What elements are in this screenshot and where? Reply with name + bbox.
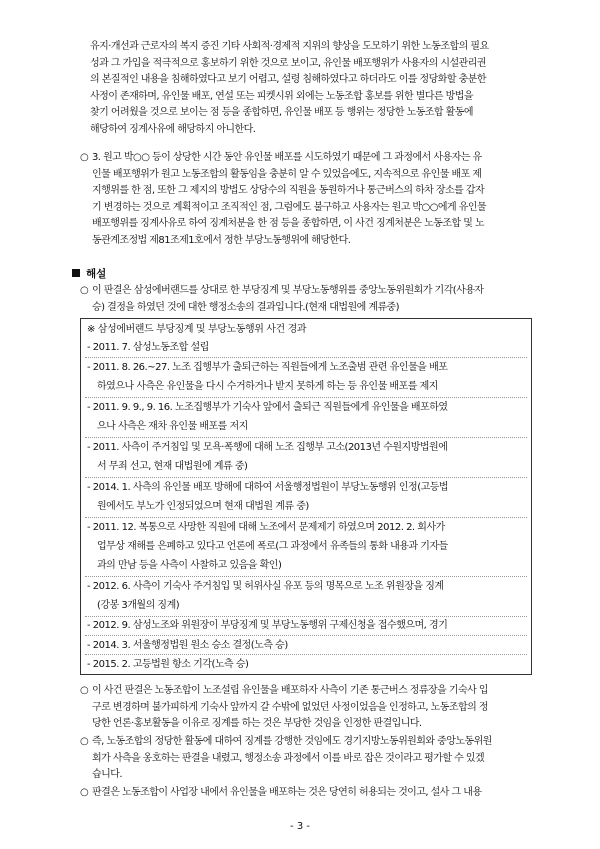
text-line: 즉, 노동조합의 정당한 활동에 대하여 징계를 강행한 것임에도 경기지방노동위원회와 중앙노동위원 bbox=[92, 736, 492, 747]
timeline-event bbox=[87, 438, 523, 476]
text-line: 습니다. bbox=[92, 769, 122, 780]
event-text: - 2011. 사측이 주거침입 및 모욕·폭행에 대해 노조 집행부 고소(2013년 수원지방법원에 bbox=[87, 442, 448, 453]
event-text: 과의 만남 등을 사측이 사찰하고 있음을 확인) bbox=[97, 560, 282, 571]
timeline-event bbox=[87, 338, 523, 357]
event-text: - 2015. 2. 고등법원 항소 기각(노측 승) bbox=[87, 659, 249, 670]
commentary-item-4 bbox=[80, 785, 536, 802]
event-text: (강봉 3개월의 징계) bbox=[97, 600, 180, 611]
text-line: 3. 원고 박○○ 등이 상당한 시간 동안 유인물 배포를 시도하였기 때문에 그 과정에서 사용자는 유 bbox=[92, 152, 482, 163]
bullet-marker-icon: ○ bbox=[80, 685, 89, 696]
text-line: 성과 그 가입을 적극적으로 홍보하기 위한 것으로 보이고, 유인물 배포행위가 사용자의 시설관리권 bbox=[90, 57, 486, 69]
commentary-item-1 bbox=[80, 283, 536, 316]
text-line: 구로 변경하며 불가피하게 기숙사 앞까지 갈 수밖에 없었던 사정이었음을 인정하고, 노동조합의 정 bbox=[92, 701, 488, 713]
text-line: 당한 언론·홍보활동을 이유로 징계를 하는 것은 부당한 것임을 인정한 판결입니다. bbox=[92, 718, 422, 729]
text-line: 동관계조정법 제81조제1호에서 정한 부당노동행위에 해당한다. bbox=[92, 234, 351, 246]
page-number: - 3 - bbox=[290, 821, 310, 832]
event-text: - 2014. 3. 서울행정법원 원소 승소 결정(노측 승) bbox=[87, 640, 288, 651]
square-bullet-icon bbox=[72, 269, 80, 277]
text-line: 지행위를 한 점, 또한 그 제지의 방법도 상당수의 직원을 동원하거나 통근버스의 하차 장소를 갑자 bbox=[92, 185, 485, 196]
section-heading bbox=[72, 266, 106, 282]
timeline-event bbox=[87, 655, 523, 674]
text-line: 해당하여 징계사유에 해당하지 아니한다. bbox=[90, 123, 256, 135]
text-line: 이 사건 판결은 노동조합이 노조설립 유인물을 배포하자 사측이 기존 통근버스 정류장을 기숙사 입 bbox=[92, 685, 488, 696]
text-line: 기 변경하는 것으로 계획적이고 조직적인 점, 그럼에도 불구하고 사용자는 원고 박○○에게 유인물 bbox=[92, 201, 487, 213]
text-line: 회가 사측을 옹호하는 판결을 내렸고, 행정소송 과정에서 이를 바로 잡은 것이라고 평가할 수 있겠 bbox=[92, 752, 485, 764]
text-line: 배포행위를 징계사유로 하여 징계처분을 한 점 등을 종합하면, 이 사건 징계처분은 노동조합 및 노 bbox=[92, 218, 485, 229]
intro-paragraph bbox=[90, 39, 536, 138]
timeline-event bbox=[87, 636, 523, 655]
timeline-event bbox=[87, 358, 523, 396]
event-text: 업무상 재해를 은폐하고 있다고 언론에 폭로(그 과정에서 유족들의 통화 내용과 기자들 bbox=[97, 541, 448, 552]
text-line: 승) 결정을 하였던 것에 대한 행정소송의 결과입니다.(현재 대법원에 계류중) bbox=[92, 301, 400, 313]
timeline-event bbox=[87, 398, 523, 436]
text-line: 찾기 어려웠을 것으로 보이는 점 등을 종합하면, 유인물 배포 등 행위는 정당한 노동조합 활동에 bbox=[90, 107, 473, 118]
event-text: 하였으나 사측은 유인물을 다시 수거하거나 받지 못하게 하는 등 유인물 배포를 제지 bbox=[97, 381, 438, 392]
event-text: - 2011. 12. 복통으로 사망한 직원에 대해 노조에서 문제제기 하였으며 2012. 2. 회사가 bbox=[87, 522, 445, 533]
text-line: 인물 배포행위가 원고 노동조합의 활동임을 충분히 알 수 있었음에도, 지속적으로 유인물 배포 제 bbox=[92, 168, 482, 180]
text-line: 이 판결은 삼성에버랜드를 상대로 한 부당징계 및 부당노동행위를 중앙노동위원회가 기각(사용자 bbox=[92, 285, 484, 296]
timeline-box bbox=[80, 318, 532, 675]
text-line: 유지·개선과 근로자의 복지 증진 기타 사회적·경제적 지위의 향상을 도모하기 위한 노동조합의 필요 bbox=[90, 41, 489, 52]
timeline-event bbox=[87, 616, 523, 635]
event-text: - 2012. 9. 삼성노조와 위원장이 부당징계 및 부당노동행위 구제신청을 접수했으며, 경기 bbox=[87, 620, 448, 631]
bullet-marker-icon: ○ bbox=[80, 285, 89, 296]
timeline-event bbox=[87, 518, 523, 575]
text-line: 사정이 존재하며, 유인물 배포, 연설 또는 피켓시위 외에는 노동조합 홍보를 위한 별다른 방법을 bbox=[90, 90, 473, 102]
commentary-item-2 bbox=[80, 683, 536, 733]
event-text: 으나 사측은 재차 유인물 배포를 저지 bbox=[97, 421, 248, 432]
bullet-marker-icon: ○ bbox=[80, 152, 89, 163]
event-text: - 2011. 7. 삼성노동조합 설립 bbox=[87, 342, 209, 353]
event-text: - 2014. 1. 사측의 유인물 배포 방해에 대하여 서울행정법원이 부당노동행위 인정(고등법 bbox=[87, 482, 449, 493]
event-text: 서 무죄 선고, 현재 대법원에 계류 중) bbox=[97, 461, 248, 472]
timeline-event bbox=[87, 478, 523, 516]
event-text: - 2012. 6. 사측이 기숙사 주거침입 및 허위사실 유포 등의 명목으로 노조 위원장을 징계 bbox=[87, 581, 444, 592]
timeline-event bbox=[87, 577, 523, 615]
text-line: 의 본질적인 내용을 침해하였다고 보기 어렵고, 설령 침해하였다고 하더라도 이를 정당화할 충분한 bbox=[90, 74, 486, 85]
text-line: 판결은 노동조합이 사업장 내에서 유인물을 배포하는 것은 당연히 허용되는 것이고, 설사 그 내용 bbox=[92, 787, 482, 798]
event-text: 원에서도 부노가 인정되었으며 현재 대법원 계류 중) bbox=[97, 501, 309, 512]
bullet-item-3 bbox=[80, 150, 536, 249]
commentary-item-3 bbox=[80, 734, 536, 784]
bullet-marker-icon: ○ bbox=[80, 787, 89, 798]
event-text: - 2011. 9. 9., 9. 16. 노조집행부가 기숙사 앞에서 출퇴근 직원들에게 유인물을 배포하였 bbox=[87, 402, 448, 413]
section-title: 해설 bbox=[86, 268, 107, 280]
event-text: - 2011. 8. 26.~27. 노조 집행부가 출퇴근하는 직원들에게 노조출범 관련 유인물을 배포 bbox=[87, 362, 448, 373]
timeline-heading: ※ 삼성에버랜드 부당징계 및 부당노동행위 사건 경과 bbox=[87, 324, 307, 335]
bullet-marker-icon: ○ bbox=[80, 736, 89, 747]
